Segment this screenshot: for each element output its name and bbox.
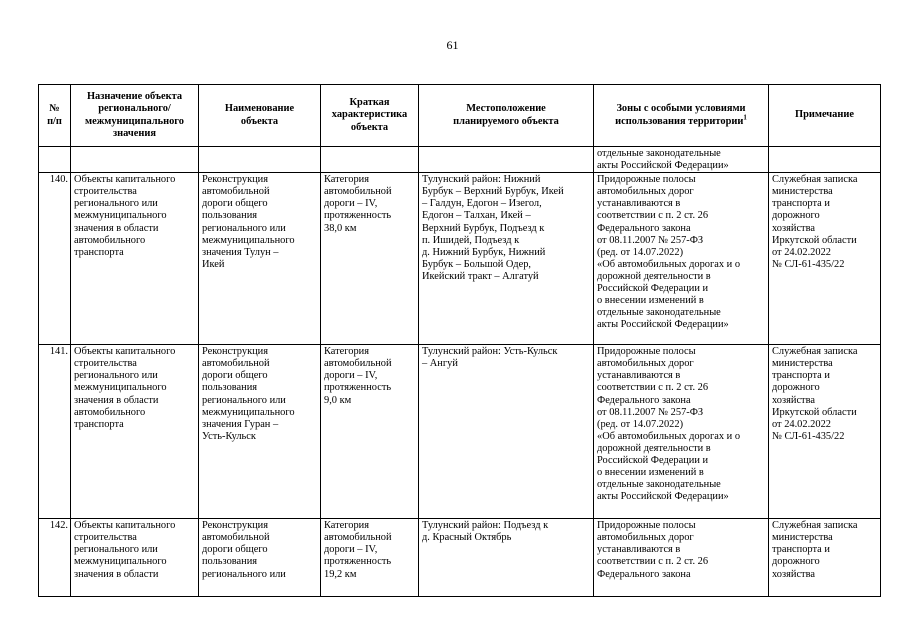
table-cell	[769, 147, 881, 173]
table-cell	[71, 147, 199, 173]
page-number: 61	[446, 38, 459, 52]
row-number: 140.	[39, 173, 71, 345]
note-cell: Служебная записка министерства транспорта и дорожного хозяйства Иркутской области от 24.02.2022 № СЛ-61-435/22	[769, 173, 881, 345]
zones-cell: Придорожные полосы автомобильных дорог устанавливаются в соответствии с п. 2 ст. 26 Федерального закона от 08.11.2007 № 257-ФЗ (ред. от 14.07.2022) «Об автомобильных дорогах и о дорожной деятельности в Российской Федерации и о внесении изменений в отдельные законодательные акты Российской Федерации»	[594, 345, 769, 519]
table-row	[39, 173, 881, 345]
location-cell: Тулунский район: Нижний Бурбук – Верхний Бурбук, Икей – Галдун, Едогон – Изегол, Едогон – Талхан, Икей – Верхний Бурбук, Подъезд к п. Ишидей, Подъезд к д. Нижний Бурбук, Нижний Бурбук – Большой Одер, Икейский тракт – Алгатуй	[419, 173, 594, 345]
table-cell	[419, 147, 594, 173]
header-zones	[594, 85, 769, 147]
zones-cell: Придорожные полосы автомобильных дорог устанавливаются в соответствии с п. 2 ст. 26 Федерального закона от 08.11.2007 № 257-ФЗ (ред. от 14.07.2022) «Об автомобильных дорогах и о дорожной деятельности в Российской Федерации и о внесении изменений в отдельные законодательные акты Российской Федерации»	[594, 173, 769, 345]
row-number: 141.	[39, 345, 71, 519]
continuation-row	[39, 147, 881, 173]
zones-cell: Придорожные полосы автомобильных дорог устанавливаются в соответствии с п. 2 ст. 26 Федерального закона	[594, 519, 769, 597]
name-cell: Реконструкция автомобильной дороги общего пользования регионального или межмуниципального значения Тулун – Икей	[199, 173, 321, 345]
note-cell: Служебная записка министерства транспорта и дорожного хозяйства Иркутской области от 24.02.2022 № СЛ-61-435/22	[769, 345, 881, 519]
table-cell	[39, 147, 71, 173]
characteristic-cell: Категория автомобильной дороги – IV, протяженность 9,0 км	[321, 345, 419, 519]
table-row	[39, 345, 881, 519]
note-cell: Служебная записка министерства транспорта и дорожного хозяйства	[769, 519, 881, 597]
name-cell: Реконструкция автомобильной дороги общего пользования регионального или межмуниципального значения Гуран – Усть-Кульск	[199, 345, 321, 519]
header-characteristic: Краткая характеристика объекта	[321, 85, 419, 147]
header-zones-text: Зоны с особыми условиями использования территории	[615, 103, 746, 127]
characteristic-cell: Категория автомобильной дороги – IV, протяженность 19,2 км	[321, 519, 419, 597]
location-cell: Тулунский район: Подъезд к д. Красный Октябрь	[419, 519, 594, 597]
table-cell	[199, 147, 321, 173]
characteristic-cell: Категория автомобильной дороги – IV, протяженность 38,0 км	[321, 173, 419, 345]
purpose-cell: Объекты капитального строительства регионального или межмуниципального значения в области автомобильного транспорта	[71, 173, 199, 345]
table-row	[39, 519, 881, 597]
header-name: Наименование объекта	[199, 85, 321, 147]
purpose-cell: Объекты капитального строительства регионального или межмуниципального значения в области	[71, 519, 199, 597]
header-note: Примечание	[769, 85, 881, 147]
header-num: № п/п	[39, 85, 71, 147]
table-cell	[321, 147, 419, 173]
objects-table	[38, 84, 881, 597]
name-cell: Реконструкция автомобильной дороги общего пользования регионального или	[199, 519, 321, 597]
header-zones-footnote: 1	[743, 113, 747, 122]
purpose-cell: Объекты капитального строительства регионального или межмуниципального значения в области автомобильного транспорта	[71, 345, 199, 519]
header-row	[39, 85, 881, 147]
header-location: Местоположение планируемого объекта	[419, 85, 594, 147]
zones-cell: отдельные законодательные акты Российской Федерации»	[594, 147, 769, 173]
location-cell: Тулунский район: Усть-Кульск – Ангуй	[419, 345, 594, 519]
row-number: 142.	[39, 519, 71, 597]
header-purpose: Назначение объекта регионального/ межмуниципального значения	[71, 85, 199, 147]
